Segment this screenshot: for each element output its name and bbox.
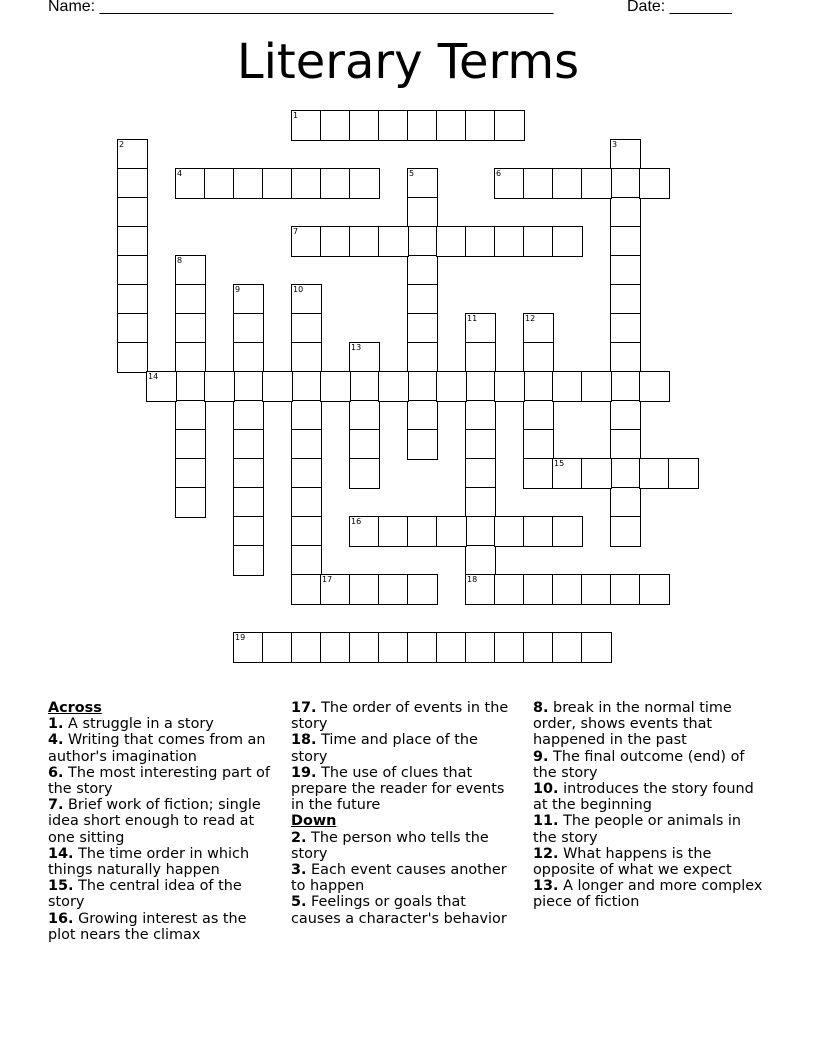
grid-cell[interactable] bbox=[465, 429, 496, 460]
grid-cell[interactable] bbox=[610, 400, 641, 431]
grid-cell[interactable] bbox=[494, 516, 525, 547]
grid-cell[interactable] bbox=[233, 371, 264, 402]
grid-cell[interactable] bbox=[407, 284, 438, 315]
grid-cell[interactable] bbox=[465, 487, 496, 518]
across-heading: Across bbox=[48, 700, 102, 716]
cell-number: 12 bbox=[525, 314, 536, 323]
grid-cell[interactable] bbox=[610, 487, 641, 518]
grid-cell[interactable] bbox=[552, 168, 583, 199]
grid-cell[interactable] bbox=[146, 371, 177, 402]
grid-cell[interactable] bbox=[436, 516, 467, 547]
grid-cell[interactable] bbox=[610, 197, 641, 228]
grid-cell[interactable] bbox=[175, 400, 206, 431]
grid-cell[interactable] bbox=[552, 574, 583, 605]
cell-number: 14 bbox=[148, 372, 159, 381]
cell-number: 2 bbox=[119, 140, 125, 149]
grid-cell[interactable] bbox=[465, 313, 496, 344]
grid-cell[interactable] bbox=[291, 516, 322, 547]
grid-cell[interactable] bbox=[349, 458, 380, 489]
grid-cell[interactable] bbox=[465, 574, 496, 605]
grid-cell[interactable] bbox=[378, 371, 409, 402]
grid-cell[interactable] bbox=[407, 168, 438, 199]
grid-cell[interactable] bbox=[465, 516, 496, 547]
grid-cell[interactable] bbox=[175, 313, 206, 344]
cell-number: 18 bbox=[467, 575, 478, 584]
grid-cell[interactable] bbox=[407, 429, 438, 460]
grid-cell[interactable] bbox=[291, 371, 322, 402]
grid-cell[interactable] bbox=[407, 313, 438, 344]
grid-cell[interactable] bbox=[465, 458, 496, 489]
grid-cell[interactable] bbox=[494, 371, 525, 402]
grid-cell[interactable] bbox=[291, 342, 322, 373]
grid-cell[interactable] bbox=[639, 458, 670, 489]
grid-cell[interactable] bbox=[233, 487, 264, 518]
grid-cell[interactable] bbox=[581, 458, 612, 489]
grid-cell[interactable] bbox=[349, 429, 380, 460]
grid-cell[interactable] bbox=[233, 545, 264, 576]
grid-cell[interactable] bbox=[523, 429, 554, 460]
grid-cell[interactable] bbox=[407, 400, 438, 431]
grid-cell[interactable] bbox=[349, 371, 380, 402]
clues-column-1 bbox=[48, 700, 270, 943]
grid-cell[interactable] bbox=[291, 400, 322, 431]
grid-cell[interactable] bbox=[204, 168, 235, 199]
grid-cell[interactable] bbox=[117, 313, 148, 344]
grid-cell[interactable] bbox=[407, 371, 438, 402]
grid-cell[interactable] bbox=[407, 255, 438, 286]
cell-number: 16 bbox=[351, 517, 362, 526]
grid-cell[interactable] bbox=[581, 574, 612, 605]
grid-cell[interactable] bbox=[175, 284, 206, 315]
grid-cell[interactable] bbox=[465, 371, 496, 402]
clue-across-16: 16. Growing interest as the plot nears the climax bbox=[48, 910, 247, 943]
grid-cell[interactable] bbox=[407, 342, 438, 373]
grid-cell[interactable] bbox=[320, 168, 351, 199]
grid-cell[interactable] bbox=[436, 110, 467, 141]
grid-cell[interactable] bbox=[117, 139, 148, 170]
grid-cell[interactable] bbox=[233, 429, 264, 460]
clue-across-19: 19. The use of clues that prepare the reader for events in the future bbox=[291, 764, 505, 814]
grid-cell[interactable] bbox=[262, 168, 293, 199]
name-field[interactable]: Name: ___________________________________________________ bbox=[48, 0, 554, 15]
grid-cell[interactable] bbox=[639, 371, 670, 402]
grid-cell[interactable] bbox=[523, 632, 554, 663]
grid-cell[interactable] bbox=[465, 110, 496, 141]
grid-cell[interactable] bbox=[610, 371, 641, 402]
grid-cell[interactable] bbox=[407, 197, 438, 228]
grid-cell[interactable] bbox=[610, 168, 641, 199]
grid-cell[interactable] bbox=[349, 632, 380, 663]
clue-down-8: 8. break in the normal time order, shows events that happened in the past bbox=[533, 700, 732, 749]
grid-cell[interactable] bbox=[262, 632, 293, 663]
grid-cell[interactable] bbox=[233, 400, 264, 431]
clue-across-18: 18. Time and place of the story bbox=[291, 732, 478, 765]
grid-cell[interactable] bbox=[349, 226, 380, 257]
grid-cell[interactable] bbox=[117, 255, 148, 286]
grid-cell[interactable] bbox=[291, 313, 322, 344]
grid-cell[interactable] bbox=[610, 139, 641, 170]
grid-cell[interactable] bbox=[523, 168, 554, 199]
grid-cell[interactable] bbox=[639, 574, 670, 605]
grid-cell[interactable] bbox=[349, 168, 380, 199]
down-heading: Down bbox=[291, 813, 337, 830]
grid-cell[interactable] bbox=[349, 574, 380, 605]
clue-across-6: 6. The most interesting part of the story bbox=[48, 764, 270, 798]
grid-cell[interactable] bbox=[175, 371, 206, 402]
grid-cell[interactable] bbox=[668, 458, 699, 489]
grid-cell[interactable] bbox=[610, 516, 641, 547]
grid-cell[interactable] bbox=[610, 574, 641, 605]
grid-cell[interactable] bbox=[610, 429, 641, 460]
grid-cell[interactable] bbox=[465, 632, 496, 663]
grid-cell[interactable] bbox=[494, 168, 525, 199]
grid-cell[interactable] bbox=[407, 516, 438, 547]
grid-cell[interactable] bbox=[465, 342, 496, 373]
clue-across-4: 4. Writing that comes from an author's imagination bbox=[48, 732, 266, 765]
cell-number: 15 bbox=[554, 459, 565, 468]
grid-cell[interactable] bbox=[552, 458, 583, 489]
grid-cell[interactable] bbox=[581, 168, 612, 199]
cell-number: 10 bbox=[293, 285, 304, 294]
grid-cell[interactable] bbox=[465, 226, 496, 257]
grid-cell[interactable] bbox=[117, 284, 148, 315]
grid-cell[interactable] bbox=[378, 574, 409, 605]
grid-cell[interactable] bbox=[233, 516, 264, 547]
grid-cell[interactable] bbox=[523, 313, 554, 344]
cell-number: 1 bbox=[293, 111, 299, 120]
grid-cell[interactable] bbox=[291, 284, 322, 315]
grid-cell[interactable] bbox=[204, 371, 235, 402]
grid-cell[interactable] bbox=[610, 255, 641, 286]
clues-column-3 bbox=[533, 700, 767, 911]
grid-cell[interactable] bbox=[349, 110, 380, 141]
cell-number: 19 bbox=[235, 633, 246, 642]
clue-across-15: 15. The central idea of the story bbox=[48, 878, 242, 911]
grid-cell[interactable] bbox=[610, 313, 641, 344]
grid-cell[interactable] bbox=[610, 342, 641, 373]
grid-cell[interactable] bbox=[552, 632, 583, 663]
grid-cell[interactable] bbox=[349, 516, 380, 547]
grid-cell[interactable] bbox=[465, 400, 496, 431]
clue-across-1: 1. A struggle in a story bbox=[48, 716, 214, 733]
grid-cell[interactable] bbox=[175, 255, 206, 286]
grid-cell[interactable] bbox=[523, 342, 554, 373]
grid-cell[interactable] bbox=[523, 371, 554, 402]
grid-cell[interactable] bbox=[407, 110, 438, 141]
grid-cell[interactable] bbox=[378, 516, 409, 547]
cell-number: 7 bbox=[293, 227, 299, 236]
grid-cell[interactable] bbox=[494, 110, 525, 141]
grid-cell[interactable] bbox=[465, 545, 496, 576]
clue-down-2: 2. The person who tells the story bbox=[291, 829, 489, 862]
grid-cell[interactable] bbox=[233, 313, 264, 344]
grid-cell[interactable] bbox=[175, 429, 206, 460]
grid-cell[interactable] bbox=[233, 168, 264, 199]
grid-cell[interactable] bbox=[494, 632, 525, 663]
grid-cell[interactable] bbox=[523, 400, 554, 431]
grid-cell[interactable] bbox=[291, 226, 322, 257]
page-title: Literary Terms bbox=[236, 34, 580, 90]
grid-cell[interactable] bbox=[233, 342, 264, 373]
grid-cell[interactable] bbox=[320, 371, 351, 402]
grid-cell[interactable] bbox=[291, 168, 322, 199]
grid-cell[interactable] bbox=[349, 400, 380, 431]
grid-cell[interactable] bbox=[523, 458, 554, 489]
grid-cell[interactable] bbox=[610, 458, 641, 489]
clue-down-12: 12. What happens is the opposite of what we expect bbox=[533, 845, 732, 879]
grid-cell[interactable] bbox=[494, 574, 525, 605]
grid-cell[interactable] bbox=[407, 632, 438, 663]
grid-cell[interactable] bbox=[291, 110, 322, 141]
grid-cell[interactable] bbox=[320, 110, 351, 141]
grid-cell[interactable] bbox=[349, 342, 380, 373]
grid-cell[interactable] bbox=[378, 226, 409, 257]
grid-cell[interactable] bbox=[407, 226, 438, 257]
clue-across-7: 7. Brief work of fiction; single idea short enough to read at one sitting bbox=[48, 797, 261, 846]
grid-cell[interactable] bbox=[320, 632, 351, 663]
grid-cell[interactable] bbox=[494, 226, 525, 257]
grid-cell[interactable] bbox=[233, 284, 264, 315]
clue-down-13: 13. A longer and more complex piece of fiction bbox=[533, 878, 763, 911]
grid-cell[interactable] bbox=[175, 168, 206, 199]
grid-cell[interactable] bbox=[117, 226, 148, 257]
grid-cell[interactable] bbox=[117, 168, 148, 199]
grid-cell[interactable] bbox=[262, 371, 293, 402]
grid-cell[interactable] bbox=[291, 574, 322, 605]
grid-cell[interactable] bbox=[436, 226, 467, 257]
grid-cell[interactable] bbox=[610, 226, 641, 257]
cell-number: 13 bbox=[351, 343, 362, 352]
grid-cell[interactable] bbox=[117, 197, 148, 228]
grid-cell[interactable] bbox=[291, 487, 322, 518]
clue-down-3: 3. Each event causes another to happen bbox=[291, 862, 507, 895]
grid-cell[interactable] bbox=[291, 545, 322, 576]
cell-number: 9 bbox=[235, 285, 241, 294]
grid-cell[interactable] bbox=[523, 226, 554, 257]
grid-cell[interactable] bbox=[581, 371, 612, 402]
grid-cell[interactable] bbox=[117, 342, 148, 373]
grid-cell[interactable] bbox=[523, 574, 554, 605]
grid-cell[interactable] bbox=[523, 516, 554, 547]
grid-cell[interactable] bbox=[233, 458, 264, 489]
grid-cell[interactable] bbox=[436, 371, 467, 402]
cell-number: 8 bbox=[177, 256, 183, 265]
clue-across-17: 17. The order of events in the story bbox=[291, 700, 509, 733]
grid-cell[interactable] bbox=[552, 371, 583, 402]
clue-down-10: 10. introduces the story found at the beginning bbox=[533, 781, 754, 814]
grid-cell[interactable] bbox=[581, 632, 612, 663]
clue-down-5: 5. Feelings or goals that causes a character's behavior bbox=[291, 894, 507, 927]
clues-column-2 bbox=[291, 700, 517, 927]
grid-cell[interactable] bbox=[407, 574, 438, 605]
cell-number: 4 bbox=[177, 169, 183, 178]
cell-number: 3 bbox=[612, 140, 618, 149]
grid-cell[interactable] bbox=[291, 458, 322, 489]
grid-cell[interactable] bbox=[175, 458, 206, 489]
date-field[interactable]: Date: _______ bbox=[627, 0, 732, 15]
grid-cell[interactable] bbox=[552, 516, 583, 547]
grid-cell[interactable] bbox=[378, 110, 409, 141]
grid-cell[interactable] bbox=[291, 632, 322, 663]
clue-down-11: 11. The people or animals in the story bbox=[533, 813, 742, 846]
grid-cell[interactable] bbox=[436, 632, 467, 663]
grid-cell[interactable] bbox=[175, 487, 206, 518]
grid-cell[interactable] bbox=[320, 226, 351, 257]
grid-cell[interactable] bbox=[175, 342, 206, 373]
grid-cell[interactable] bbox=[610, 284, 641, 315]
cell-number: 17 bbox=[322, 575, 333, 584]
clue-across-14: 14. The time order in which things naturally happen bbox=[48, 845, 250, 879]
grid-cell[interactable] bbox=[639, 168, 670, 199]
grid-cell[interactable] bbox=[291, 429, 322, 460]
grid-cell[interactable] bbox=[320, 574, 351, 605]
grid-cell[interactable] bbox=[378, 632, 409, 663]
cell-number: 11 bbox=[467, 314, 478, 323]
clue-down-9: 9. The final outcome (end) of the story bbox=[533, 748, 745, 781]
cell-number: 6 bbox=[496, 169, 502, 178]
cell-number: 5 bbox=[409, 169, 415, 178]
grid-cell[interactable] bbox=[233, 632, 264, 663]
grid-cell[interactable] bbox=[552, 226, 583, 257]
